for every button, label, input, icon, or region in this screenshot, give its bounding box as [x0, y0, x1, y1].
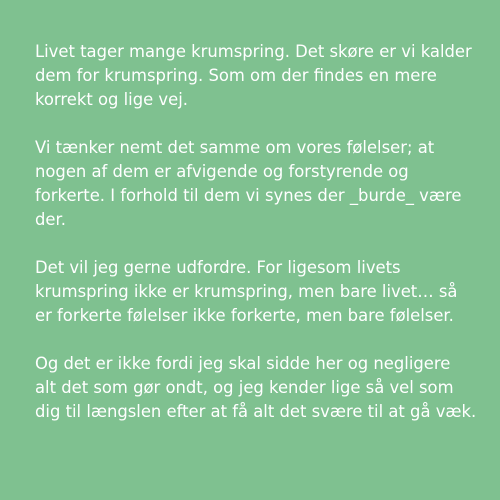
paragraph-1-line-1: Livet tager mange krumspring. Det skøre er vi kalder	[35, 42, 472, 61]
paragraph-3-line-1: Det vil jeg gerne udfordre. For ligesom livets	[35, 258, 401, 277]
paragraph-3-line-2: krumspring ikke er krumspring, men bare livet… så	[35, 282, 458, 301]
paragraph-2-line-1: Vi tænker nemt det samme om vores følelser; at	[35, 138, 435, 157]
paragraph-3	[35, 256, 480, 328]
paragraph-3-line-3: er forkerte følelser ikke forkerte, men bare følelser.	[35, 306, 454, 325]
post-text-body	[35, 40, 480, 448]
paragraph-2	[35, 136, 480, 232]
paragraph-2-line-2: nogen af dem er afvigende og forstyrende og	[35, 162, 409, 181]
paragraph-1-line-2: dem for krumspring. Som om der findes en mere	[35, 66, 437, 85]
paragraph-1	[35, 40, 480, 112]
paragraph-2-line-3: forkerte. I forhold til dem vi synes der _burde_ være	[35, 186, 462, 205]
paragraph-4	[35, 352, 480, 424]
paragraph-2-line-4: der.	[35, 210, 66, 229]
paragraph-4-line-3: dig til længslen efter at få alt det svære til at gå væk.	[35, 402, 477, 421]
paragraph-4-line-2: alt det som gør ondt, og jeg kender lige så vel som	[35, 378, 454, 397]
paragraph-4-line-1: Og det er ikke fordi jeg skal sidde her og negligere	[35, 354, 451, 373]
paragraph-1-line-3: korrekt og lige vej.	[35, 90, 188, 109]
